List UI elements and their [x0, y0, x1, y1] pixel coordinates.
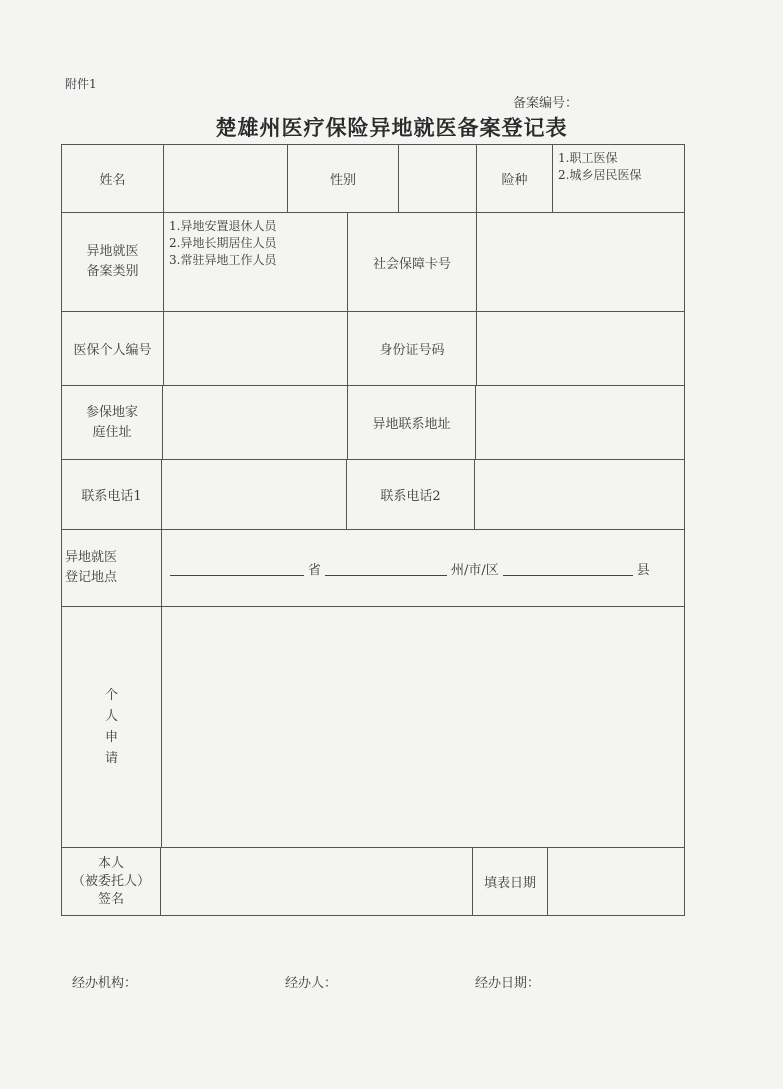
fill-date-field[interactable] — [548, 848, 684, 915]
location-label — [62, 530, 162, 606]
name-label: 姓名 — [62, 145, 164, 212]
county-suffix: 县 — [636, 562, 650, 578]
insurance-option-resident[interactable]: 2.城乡居民医保 — [558, 168, 642, 182]
category-label — [62, 213, 164, 311]
row-signature — [62, 848, 684, 915]
application-char-3: 申 — [104, 730, 118, 745]
record-number-label: 备案编号： — [513, 96, 579, 111]
row-addresses — [62, 386, 684, 460]
social-security-card-label: 社会保障卡号 — [348, 213, 477, 311]
phone2-label: 联系电话2 — [347, 460, 475, 529]
county-blank[interactable] — [503, 561, 633, 576]
application-char-1: 个 — [104, 688, 118, 703]
row-location — [62, 530, 684, 607]
phone1-field[interactable] — [162, 460, 347, 529]
home-address-label-line1: 参保地家 — [85, 404, 138, 420]
name-field[interactable] — [164, 145, 288, 212]
agency-label: 经办机构： — [72, 976, 138, 991]
application-label — [62, 607, 162, 847]
medical-insurance-id-field[interactable] — [164, 312, 348, 385]
attachment-label: 附件1 — [65, 77, 97, 91]
gender-label: 性别 — [288, 145, 399, 212]
remote-address-label: 异地联系地址 — [348, 386, 476, 459]
row-ids — [62, 312, 684, 386]
medical-insurance-id-label: 医保个人编号 — [62, 312, 164, 385]
application-char-4: 请 — [104, 751, 118, 766]
insurance-type-options[interactable] — [553, 145, 684, 212]
social-security-card-field[interactable] — [477, 213, 684, 311]
remote-address-field[interactable] — [476, 386, 684, 459]
city-blank[interactable] — [325, 561, 447, 576]
row-basic-info — [62, 145, 684, 213]
signature-label-line2: （被委托人） — [71, 873, 150, 889]
row-phones — [62, 460, 684, 530]
category-option-long-term[interactable]: 2.异地长期居住人员 — [169, 236, 277, 250]
location-field[interactable] — [162, 530, 684, 606]
handler-label: 经办人： — [285, 976, 338, 991]
row-application — [62, 607, 684, 848]
phone2-field[interactable] — [475, 460, 684, 529]
registration-form — [61, 144, 685, 916]
row-category — [62, 213, 684, 312]
signature-label — [62, 848, 161, 915]
gender-field[interactable] — [399, 145, 477, 212]
location-label-line1: 异地就医 — [65, 550, 118, 565]
signature-field[interactable] — [161, 848, 473, 915]
signature-label-line1: 本人 — [97, 855, 124, 871]
id-card-field[interactable] — [477, 312, 684, 385]
fill-date-label: 填表日期 — [473, 848, 548, 915]
phone1-label: 联系电话1 — [62, 460, 162, 529]
province-blank[interactable] — [170, 561, 304, 576]
category-option-retired[interactable]: 1.异地安置退休人员 — [169, 219, 277, 233]
application-field[interactable] — [162, 607, 684, 847]
home-address-label — [62, 386, 163, 459]
signature-label-line3: 签名 — [97, 891, 124, 907]
application-char-2: 人 — [104, 709, 118, 724]
category-options[interactable] — [164, 213, 348, 311]
home-address-field[interactable] — [163, 386, 348, 459]
page-title: 楚雄州医疗保险异地就医备案登记表 — [215, 115, 568, 140]
city-suffix: 州/市/区 — [451, 562, 499, 578]
insurance-option-employee[interactable]: 1.职工医保 — [558, 151, 618, 165]
home-address-label-line2: 庭住址 — [92, 424, 132, 440]
handling-date-label: 经办日期： — [475, 976, 541, 991]
category-label-line1: 异地就医 — [86, 244, 139, 259]
id-card-label: 身份证号码 — [348, 312, 477, 385]
insurance-type-label: 险种 — [477, 145, 553, 212]
province-suffix: 省 — [308, 562, 322, 578]
location-label-line2: 登记地点 — [65, 570, 118, 585]
category-option-resident-worker[interactable]: 3.常驻异地工作人员 — [169, 253, 277, 267]
category-label-line2: 备案类别 — [86, 264, 139, 279]
